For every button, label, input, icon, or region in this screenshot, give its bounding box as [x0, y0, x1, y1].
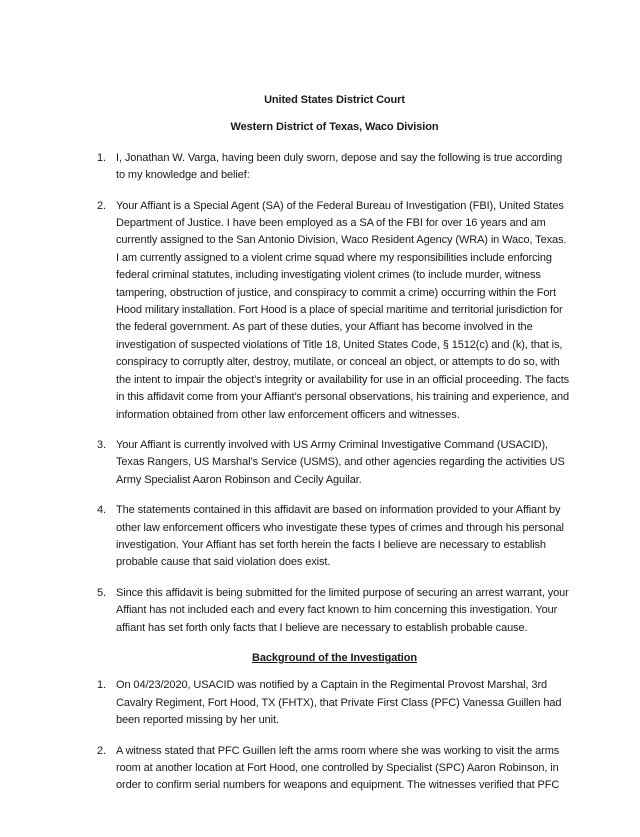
list-item-number: 5. [97, 586, 106, 599]
list-item-number: 1. [97, 151, 106, 164]
list-item-number: 4. [97, 504, 106, 517]
list-item-text: A witness stated that PFC Guillen left the arms room where she was working to visit the arms room at another location at Fort Hood, one controlled by Specialist (SPC) Aaron Robinson, in order to confirm serial numbers for weapons and equipment. The witnesses verified that PFC [116, 744, 560, 792]
list-item-background-1 [97, 677, 572, 729]
list-item-preamble-1 [97, 150, 572, 185]
list-item-text: Your Affiant is currently involved with US Army Criminal Investigative Command (USACID), Texas Rangers, US Marshal’s Service (USMS), and other agencies regarding the activities US Army Specialist Aaron Robinson and Cecily Aguilar. [116, 438, 565, 486]
list-item-number: 1. [97, 679, 106, 692]
list-item-text: Since this affidavit is being submitted for the limited purpose of securing an arrest warrant, your Affiant has not included each and every fact known to him concerning this investigation. Your affiant has set forth only facts that I believe are necessary to establish probable cause. [116, 586, 569, 634]
court-title: United States District Court [264, 94, 405, 106]
list-item-number: 3. [97, 438, 106, 451]
list-item-preamble-5 [97, 585, 572, 637]
list-item-preamble-4 [97, 502, 572, 572]
list-item-text: The statements contained in this affidavit are based on information provided to your Affiant by other law enforcement officers who investigate these types of crimes and through his personal investigation. Your Affiant has set forth herein the facts I believe are necessary to establish probable cause that said violation does exist. [116, 504, 564, 569]
list-item-preamble-3 [97, 437, 572, 489]
list-item-text: Your Affiant is a Special Agent (SA) of the Federal Bureau of Investigation (FBI), United States Department of Justice. I have been employed as a SA of the FBI for over 16 years and am currently assigned to the San Antonio Division, Waco Resident Agency (WRA) in Waco, Texas. I am currently assigned to a violent crime squad where my responsibilities include enforcing federal criminal statutes, including investigating violent crimes (to include murder, witness tampering, obstruction of justice, and conspiracy to commit a crime) occurring within the Fort Hood military installation. Fort Hood is a place of special maritime and territorial jurisdiction for the federal government. As part of these duties, your Affiant has become involved in the investigation of suspected violations of Title 18, United States Code, § 1512(c) and (k), that is, conspiracy to corruptly alter, destroy, mutilate, or conceal an object, or attempts to do so, with the intent to impair the object’s integrity or availability for use in an official proceeding. The facts in this affidavit come from your Affiant’s personal observations, his training and experience, and information obtained from other law enforcement officers and witnesses. [116, 199, 570, 421]
section-heading-background: Background of the Investigation [252, 651, 417, 664]
court-district-subtitle: Western District of Texas, Waco Division [230, 121, 439, 134]
list-item-number: 2. [97, 199, 106, 212]
list-item-number: 2. [97, 744, 106, 757]
list-item-background-2 [97, 743, 572, 795]
list-item-preamble-2 [97, 198, 572, 424]
list-item-text: On 04/23/2020, USACID was notified by a Captain in the Regimental Provost Marshal, 3rd Cavalry Regiment, Fort Hood, TX (FHTX), that Private First Class (PFC) Vanessa Guillen had been reported missing by her unit. [116, 679, 562, 727]
list-item-text: I, Jonathan W. Varga, having been duly sworn, depose and say the following is true according to my knowledge and belief: [116, 151, 563, 182]
